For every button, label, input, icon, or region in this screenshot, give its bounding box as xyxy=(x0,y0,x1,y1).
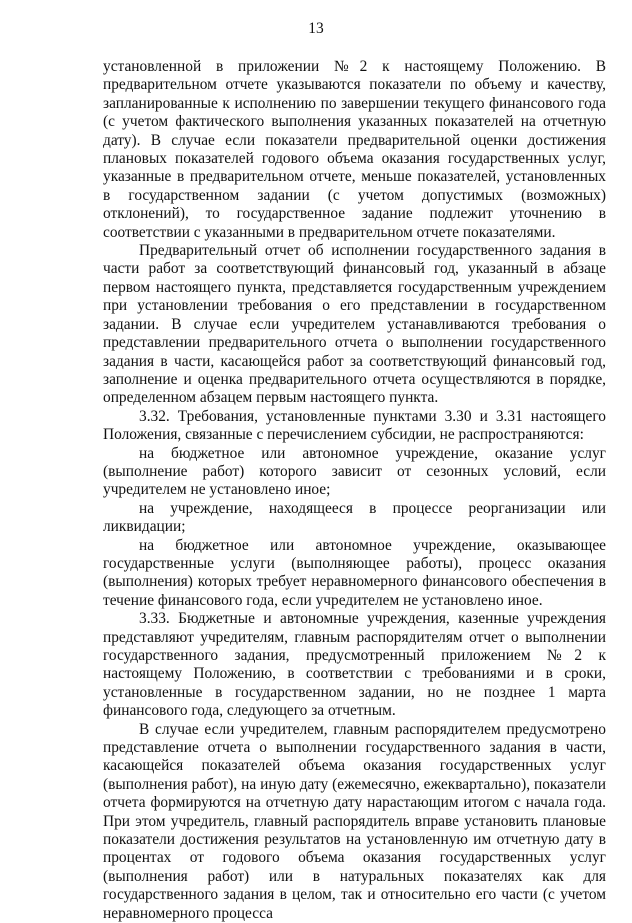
paragraph: на учреждение, находящееся в процессе реорганизации или ликвидации; xyxy=(103,499,606,536)
document-body xyxy=(103,58,606,923)
paragraph: 3.32. Требования, установленные пунктами 3.30 и 3.31 настоящего Положения, связанные с перечислением субсидии, не распространяются: xyxy=(103,407,606,444)
paragraph: 3.33. Бюджетные и автономные учреждения, казенные учреждения представляют учредителям, главным распорядителям отчет о выполнении государственного задания, предусмотренный приложением №2 к настоящему Положению, в соответствии с требованиями и в сроки, установленные в государственном задании, но не позднее 1 марта финансового года, следующего за отчетным. xyxy=(103,610,606,720)
paragraph: на бюджетное или автономное учреждение, оказание услуг (выполнение работ) которого зависит от сезонных условий, если учредителем не установлено иное; xyxy=(103,444,606,499)
paragraph: установленной в приложении №2 к настоящему Положению. В предварительном отчете указываются показатели по объему и качеству, запланированные к исполнению по завершении текущего финансового года (с учетом фактического выполнения указанных показателей на отчетную дату). В случае если показатели предварительной оценки достижения плановых показателей годового объема оказания государственных услуг, указанные в предварительном отчете, меньше показателей, установленных в государственном задании (с учетом допустимых (возможных) отклонений), то государственное задание подлежит уточнению в соответствии с указанными в предварительном отчете показателями. xyxy=(103,58,606,241)
paragraph: Предварительный отчет об исполнении государственного задания в части работ за соответствующий финансовый год, указанный в абзаце первом настоящего пункта, представляется государственным учреждением при установлении требования о его представлении в государственном задании. В случае если учредителем устанавливаются требования о представлении предварительного отчета о выполнении государственного задания в части, касающейся работ за соответствующий финансовый год, заполнение и оценка предварительного отчета осуществляются в порядке, определенном абзацем первым настоящего пункта. xyxy=(103,242,606,407)
paragraph: на бюджетное или автономное учреждение, оказывающее государственные услуги (выполняющее работы), процесс оказания (выполнения) которых требует неравномерного финансового обеспечения в течение финансового года, если учредителем не установлено иное. xyxy=(103,536,606,609)
paragraph: В случае если учредителем, главным распорядителем предусмотрено представление отчета о выполнении государственного задания в части, касающейся показателей объема оказания государственных услуг (выполнения работ), на иную дату (ежемесячно, ежеквартально), показатели отчета формируются на отчетную дату нарастающим итогом с начала года. При этом учредитель, главный распорядитель вправе установить плановые показатели достижения результатов на установленную им отчетную дату в процентах от годового объема оказания государственных услуг (выполнения работ) или в натуральных показателях как для государственного задания в целом, так и относительно его части (с учетом неравномерного процесса xyxy=(103,720,606,922)
page-number: 13 xyxy=(308,20,324,37)
